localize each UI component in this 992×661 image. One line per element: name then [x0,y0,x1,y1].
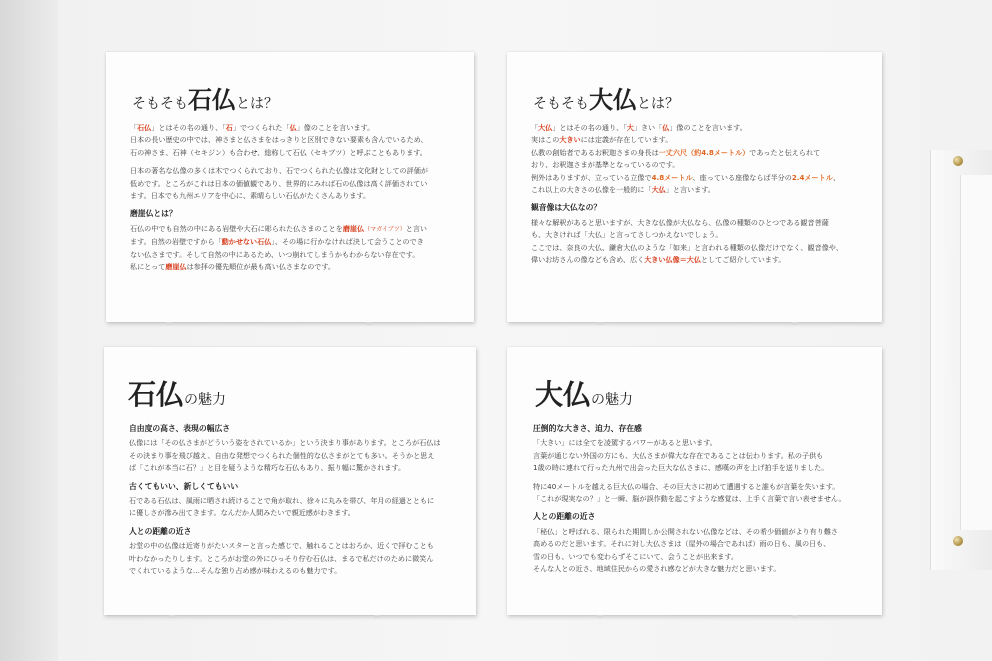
tack [166,322,172,325]
tack [597,322,603,325]
paragraph: お堂の中の仏像は近寄りがたいスターと言った感じで、触れることはおろか、近くで拝むことも 叶わなかったりします。ところがお堂の外にひっそり佇む石仏は、まるで私だけのために微笑ん でくれているような…そんな独り占め感が味わえるのも魅力です。 [129,541,434,576]
paragraph: 「大きい」には全てを凌駕するパワーがあると思います。 言葉が通じない外国の方にも、大仏さまが偉大な存在であることは伝わります。私の子供も 1歳の時に連れて行った九州で出会った巨大な仏さまに、感嘆の声を上げ拍手を送りました。 [533,438,829,473]
paragraph: 日本の著名な仏像の多くは木でつくられており、石でつくられた仏像は文化財としての評価が 低めです。ところがこれは日本の価値観であり、世界的にみれば石の仏像は高く評価されてい ます。日本でも九州エリアを中心に、素晴らしい石仏がたくさんあります。 [130,166,428,201]
tack [374,615,380,618]
adjacent-panel-edge [960,175,992,530]
sub-heading: 人との距離の近さ [533,512,596,522]
paragraph: 石仏の中でも自然の中にある岩壁や大石に彫られた仏さまのことを磨崖仏（マガイブツ）と言い ます。自然の岩壁ですから「動かせない石仏」、その場に行かなければ決して会うことのでき ない仏さまです。そして自然の中にあるため、いつ崩れてしまうかもわからない存在です。 私にとって磨崖仏は参拝の優先順位が最も高い仏さまなのです。 [130,223,428,272]
wall-shadow [0,0,58,661]
tack [366,322,372,325]
sub-heading: 人との距離の近さ [129,526,192,536]
tack [169,615,175,618]
panel-body [129,417,458,583]
paragraph: 「大仏」とはその名の通り、「大」きい「仏」像のことを言います。 実はこの大きいには定義が存在しています。 仏教の創始者であるお釈迦さまの身長は一丈六尺（約4.8メートル）であったと伝えられて おり、お釈迦さまが基準となっているのです。 例外はありますが、立っている立像で4.8メートル、座っている座像ならば半分の2.4メートル、 これ以上の大きさの仏像を一般的に「大仏」と言います。 [531,123,840,195]
tack [597,615,603,618]
panel-body [130,122,456,279]
paragraph: 「石仏」とはその名の通り、「石」でつくられた「仏」像のことを言います。 日本の長い歴史の中では、神さまと仏さまをはっきりと区別できない要素も含んでいるため、 石の神さま、石神（セキジン）も合わせ、総称して石仏（セキブツ）と呼ぶこともあります。 [130,123,428,157]
brass-standoff [953,536,963,546]
panel-what-is-stone-buddha [106,52,474,322]
panel-stone-buddha-charm [104,347,476,615]
panel-title: 大仏の魅力 [535,378,634,411]
tack [792,322,798,325]
paragraph: 特に40メートルを越える巨大仏の場合、その巨大さに初めて遭遇すると誰もが言葉を失います。 「これが現実なの？」と一瞬、脳が誤作動を起こすような感覚は、上手く言葉で言い表せません。 [533,481,846,504]
sub-heading: 自由度の高さ、表現の幅広さ [129,424,231,433]
panel-great-buddha-charm [507,347,882,615]
sub-heading: 古くてもいい、新しくてもいい [129,481,239,491]
panel-body [531,122,864,272]
panel-body [533,417,864,581]
sub-heading: 圧倒的な大きさ、迫力、存在感 [533,424,642,433]
paragraph: 様々な解釈があると思いますが、大きな仏像が大仏なら、仏像の種類のひとつである観音菩薩 も、大きければ「大仏」と言ってさしつかえないでしょう。 ここでは、奈良の大仏、鎌倉大仏のような「如来」と言われる種類の仏像だけでなく、観音像や、 偉いお坊さんの像なども含め、広く大きい仏像＝大仏としてご紹介しています。 [531,217,843,265]
sub-heading: 磨崖仏とは？ [130,209,177,219]
panel-title: 石仏の魅力 [128,378,227,411]
paragraph: 石である石仏は、風雨に晒され続けることで角が取れ、徐々に丸みを帯び、年月の経過とともに に優しさが滲み出てきます。なんだか人間みたいで親近感がわきます。 [129,496,435,518]
panel-what-is-great-buddha [507,52,882,322]
panel-title: そもそも大仏とは？ [533,86,679,114]
brass-standoff [953,156,963,166]
panel-title: そもそも石仏とは？ [132,86,278,114]
paragraph: 「秘仏」と呼ばれる、限られた期間しか公開されない仏像などは、その希少価値がより有り難さ 高めるのだと思います。それに対し大仏さまは（屋外の場合であれば）雨の日も、風の日も、 雪の日も、いつでも変わらずそこにいて、会うことが出来ます。 そんな人との近さ、地域住民からの愛され感などが大きな魅力だと思います。 [533,526,839,574]
sub-heading: 観音像は大仏なの？ [531,203,602,213]
paragraph: 仏像には「その仏さまがどういう姿をされているか」という決まり事があります。ところが石仏は その決まり事を飛び越え、自由な発想でつくられた個性的な仏さまがとても多い。そうかと思え ば「これが本当に石？」と目を疑うような精巧な石仏もあり、振り幅に驚かされます。 [129,438,441,473]
tack [792,615,798,618]
